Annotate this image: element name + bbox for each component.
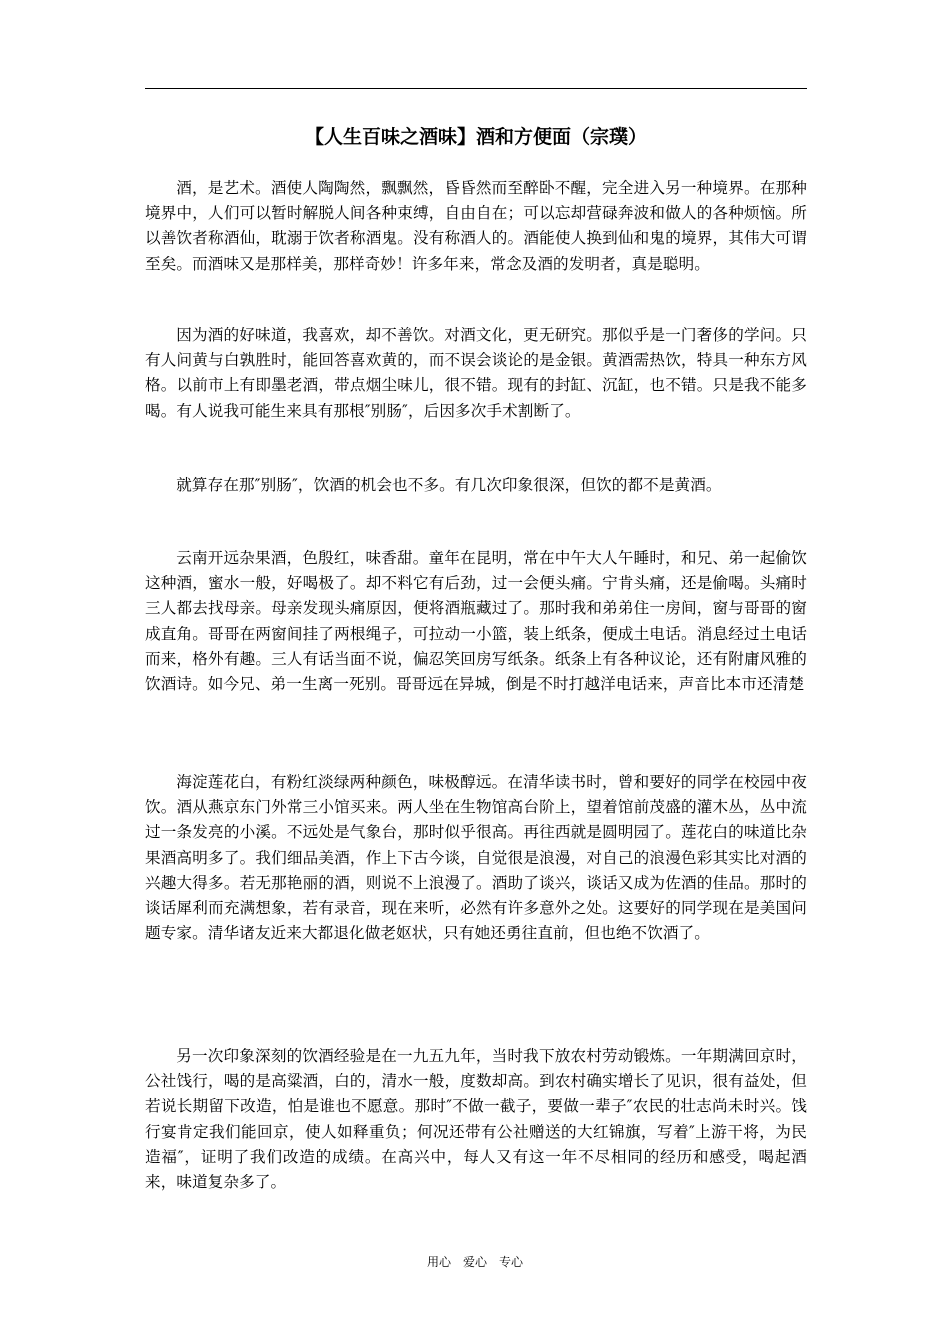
paragraph-4: 云南开远杂果酒，色殷红，味香甜。童年在昆明，常在中午大人午睡时，和兄、弟一起偷饮这种酒，蜜水一般，好喝极了。却不料它有后劲，过一会便头痛。宁肯头痛，还是偷喝。头痛时三人都去找母亲。母亲发现头痛原因，便将酒瓶藏过了。那时我和弟弟住一房间，窗与哥哥的窗成直角。哥哥在两窗间挂了两根绳子，可拉动一小篮，装上纸条，便成土电话。消息经过土电话而来，格外有趣。三人有话当面不说，偏忍笑回房写纸条。纸条上有各种议论，还有附庸风雅的饮酒诗。如今兄、弟一生离一死别。哥哥远在异城，倒是不时打越洋电话来，声音比本市还清楚 (145, 549, 807, 694)
paragraph-1: 酒，是艺术。酒使人陶陶然，飘飘然，昏昏然而至醉卧不醒，完全进入另一种境界。在那种境界中，人们可以暂时解脱人间各种束缚，自由自在；可以忘却营碌奔波和做人的各种烦恼。所以善饮者称酒仙，耽溺于饮者称酒鬼。没有称酒人的。酒能使人换到仙和鬼的境界，其伟大可谓至矣。而酒味又是那样美，那样奇妙！许多年来，常念及酒的发明者，真是聪明。 (145, 179, 807, 273)
document-title: 【人生百味之酒味】酒和方便面（宗璞） (304, 126, 647, 148)
paragraph-5: 海淀莲花白，有粉红淡绿两种颜色，味极醇远。在清华读书时，曾和要好的同学在校园中夜饮。酒从燕京东门外常三小馆买来。两人坐在生物馆高台阶上，望着馆前茂盛的灌木丛，丛中流过一条发亮的小溪。不远处是气象台，那时似乎很高。再往西就是圆明园了。莲花白的味道比杂果酒高明多了。我们细品美酒，作上下古今谈，自觉很是浪漫，对自己的浪漫色彩其实比对酒的兴趣大得多。若无那艳丽的酒，则说不上浪漫了。酒助了谈兴，谈话又成为佐酒的佳品。那时的谈话犀利而充满想象，若有录音，现在来听，必然有许多意外之处。这要好的同学现在是美国问题专家。清华诸友近来大都退化做老妪状，只有她还勇往直前，但也绝不饮酒了。 (145, 773, 807, 943)
header-rule (145, 88, 807, 89)
paragraph-6: 另一次印象深刻的饮酒经验是在一九五九年，当时我下放农村劳动锻炼。一年期满回京时，公社饯行，喝的是高粱酒，白的，清水一般，度数却高。到农村确实增长了见识，很有益处，但若说长期留下改造，怕是谁也不愿意。那时″不做一截子，要做一辈子″农民的壮志尚未时兴。饯行宴肯定我们能回京，使人如释重负；何况还带有公社赠送的大红锦旗，写着″上游干将，为民造福″，证明了我们改造的成绩。在高兴中，每人又有这一年不尽相同的经历和感受，喝起酒来，味道复杂多了。 (145, 1047, 807, 1192)
paragraph-2: 因为酒的好味道，我喜欢，却不善饮。对酒文化，更无研究。那似乎是一门奢侈的学问。只有人问黄与白孰胜时，能回答喜欢黄的，而不误会谈论的是金银。黄酒需热饮，特具一种东方风格。以前市上有即墨老酒，带点烟尘味儿，很不错。现有的封缸、沉缸，也不错。只是我不能多喝。有人说我可能生来具有那根″别肠″，后因多次手术割断了。 (145, 326, 807, 420)
paragraph-3: 就算存在那″别肠″，饮酒的机会也不多。有几次印象很深，但饮的都不是黄酒。 (176, 476, 722, 494)
page-footer: 用心 爱心 专心 (426, 1255, 523, 1269)
